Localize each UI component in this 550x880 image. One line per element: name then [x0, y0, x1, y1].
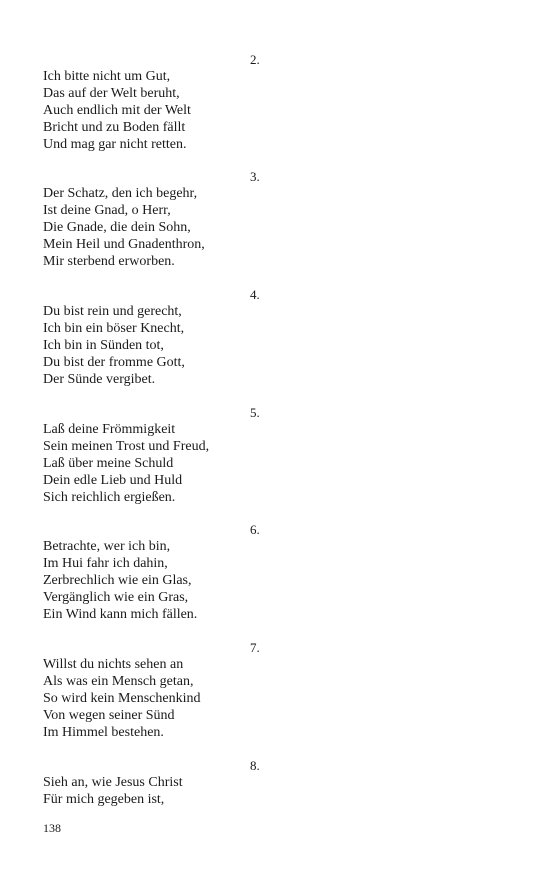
stanza-lines — [43, 68, 191, 153]
verse-line: Als was ein Mensch getan, — [43, 674, 194, 689]
stanza-number: 3. — [250, 169, 260, 184]
stanza-lines — [43, 538, 197, 623]
stanza-number: 6. — [250, 522, 260, 537]
stanza-lines — [43, 656, 200, 741]
verse-line: Du bist der fromme Gott, — [43, 355, 185, 370]
verse-line: Für mich gegeben ist, — [43, 792, 165, 807]
stanza-number: 4. — [250, 287, 260, 302]
verse-line: Vergänglich wie ein Gras, — [43, 590, 189, 605]
verse-line: Zerbrechlich wie ein Glas, — [43, 573, 192, 588]
verse-line: Der Sünde vergibet. — [43, 372, 156, 387]
verse-line: Mein Heil und Gnadenthron, — [43, 237, 205, 252]
stanza-lines — [43, 421, 209, 506]
verse-line: Dein edle Lieb und Huld — [43, 473, 183, 488]
verse-line: Die Gnade, die dein Sohn, — [43, 220, 191, 235]
verse-line: Ist deine Gnad, o Herr, — [43, 203, 171, 218]
page-number: 138 — [43, 821, 61, 835]
verse-line: Von wegen seiner Sünd — [43, 708, 175, 723]
verse-line: Willst du nichts sehen an — [43, 657, 184, 672]
verse-line: Ich bin in Sünden tot, — [43, 338, 164, 353]
verse-line: Mir sterbend erworben. — [43, 254, 175, 269]
stanza-number: 7. — [250, 640, 260, 655]
verse-line: Der Schatz, den ich begehr, — [43, 186, 198, 201]
stanza-lines — [43, 185, 205, 270]
verse-line: Laß über meine Schuld — [43, 456, 174, 471]
verse-line: Laß deine Frömmigkeit — [43, 422, 176, 437]
verse-line: Sich reichlich ergießen. — [43, 490, 176, 505]
verse-line: Bricht und zu Boden fällt — [43, 120, 186, 135]
verse-line: Auch endlich mit der Welt — [43, 103, 191, 118]
stanza-lines — [43, 303, 185, 388]
stanza-number: 8. — [250, 758, 260, 773]
verse-line: Im Himmel bestehen. — [43, 725, 164, 740]
stanza-number: 5. — [250, 405, 260, 420]
verse-line: So wird kein Menschenkind — [43, 691, 201, 706]
verse-line: Und mag gar nicht retten. — [43, 137, 187, 152]
verse-line: Ich bitte nicht um Gut, — [43, 69, 171, 84]
stanza-number: 2. — [250, 52, 260, 67]
verse-line: Im Hui fahr ich dahin, — [43, 556, 168, 571]
verse-line: Sein meinen Trost und Freud, — [43, 439, 210, 454]
stanza-lines — [43, 774, 183, 808]
verse-line: Betrachte, wer ich bin, — [43, 539, 171, 554]
verse-line: Ich bin ein böser Knecht, — [43, 321, 185, 336]
verse-line: Du bist rein und gerecht, — [43, 304, 182, 319]
verse-line: Das auf der Welt beruht, — [43, 86, 180, 101]
verse-line: Sieh an, wie Jesus Christ — [43, 775, 183, 790]
verse-line: Ein Wind kann mich fällen. — [43, 607, 198, 622]
